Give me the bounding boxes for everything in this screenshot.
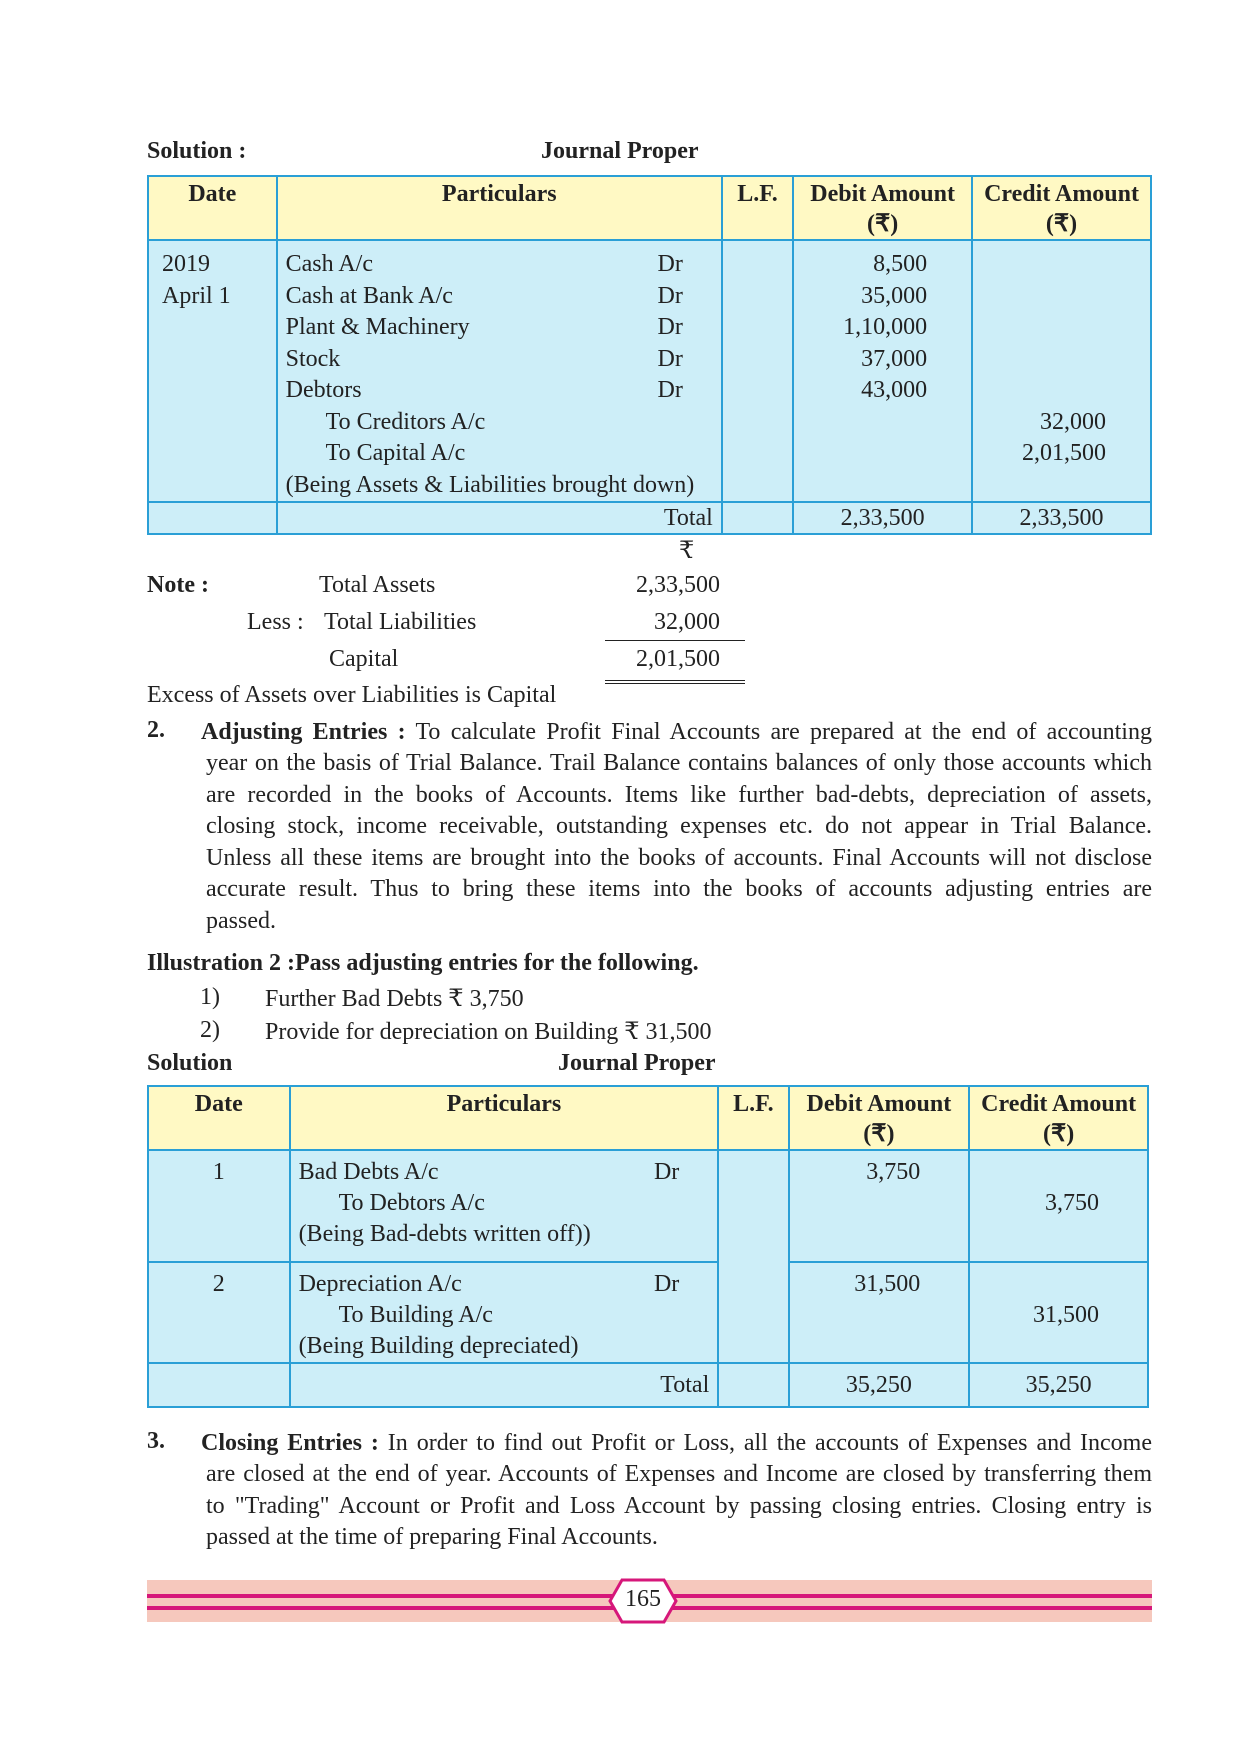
credit-value [973, 344, 1106, 376]
note-capital-value: 2,01,500 [636, 646, 720, 672]
particulars-text: Depreciation A/c [298, 1271, 462, 1297]
total-row [148, 502, 1151, 534]
credit-value [970, 1219, 1099, 1250]
particulars-text: (Being Bad-debts written off)) [298, 1221, 591, 1247]
particulars-line [299, 1331, 718, 1362]
section-2-line: To calculate Profit Final Accounts are prepared at the end of accounting [405, 719, 1152, 745]
paragraph-line: closing stock, income receivable, outstanding expenses etc. do not appear in Trial Balance. [206, 813, 1152, 839]
entry-2-particulars [290, 1262, 719, 1363]
particulars-cell [277, 240, 722, 502]
section-3-number: 3. [147, 1428, 165, 1454]
header-2-date: Date [148, 1086, 290, 1150]
illustration-item-2-text: Provide for depreciation on Building ₹ 31,500 [265, 1019, 712, 1045]
entry-1-particulars [290, 1150, 719, 1262]
table-2-entry-2 [148, 1262, 1148, 1363]
dr-marker: Dr [657, 377, 683, 403]
section-3-line: In order to find out Profit or Loss, all the accounts of Expenses and Income [378, 1430, 1152, 1456]
particulars-line [286, 249, 721, 281]
particulars-line [299, 1219, 718, 1250]
particulars-text: To Debtors A/c [338, 1190, 485, 1216]
total-2-credit: 35,250 [969, 1363, 1148, 1407]
credit-value [970, 1331, 1099, 1362]
particulars-text: Cash at Bank A/c [285, 282, 453, 309]
total-credit: 2,33,500 [972, 502, 1151, 534]
debit-value: 35,000 [861, 282, 928, 309]
debit-value: 1,10,000 [843, 314, 928, 340]
total-debit: 2,33,500 [793, 502, 972, 534]
entry-2-date: 2 [148, 1262, 290, 1363]
particulars-text: To Capital A/c [325, 440, 466, 466]
credit-value: 3,750 [1045, 1190, 1099, 1216]
particulars-line [286, 281, 721, 313]
paragraph-line: to "Trading" Account or Profit and Loss Account by passing closing entries. Closing entry is [206, 1492, 1152, 1519]
particulars-text: Bad Debts A/c [298, 1159, 439, 1185]
dr-marker: Dr [653, 1159, 680, 1185]
note-total-assets-value: 2,33,500 [636, 572, 720, 598]
credit-value [970, 1269, 1099, 1300]
section-2-body [206, 748, 1152, 937]
illustration-item-1-text: Further Bad Debts ₹ 3,750 [265, 986, 524, 1012]
credit-value [973, 281, 1106, 313]
table-2-header-row [148, 1086, 1148, 1150]
page-number: 165 [625, 1586, 661, 1612]
particulars-line [299, 1157, 718, 1188]
dr-marker: Dr [657, 282, 683, 309]
note-subtotal-rule [605, 640, 745, 641]
header-2-credit: Credit Amount (₹) [969, 1086, 1148, 1150]
note-capital-label: Capital [329, 646, 399, 672]
header-2-particulars: Particulars [290, 1086, 719, 1150]
credit-value: 31,500 [1033, 1302, 1099, 1328]
paragraph-line: passed. [206, 907, 276, 934]
date-cell [148, 240, 277, 502]
entry-1-credit [969, 1150, 1148, 1262]
note-liabilities-label: Total Liabilities [324, 609, 477, 635]
debit-value [794, 438, 927, 470]
particulars-line [286, 407, 721, 439]
illustration-2-heading: Illustration 2 :Pass adjusting entries for the following. [147, 950, 699, 976]
credit-value [973, 312, 1106, 344]
date-day: April 1 [162, 282, 231, 309]
credit-value [973, 375, 1106, 407]
particulars-line [286, 438, 721, 470]
solution-2-label: Solution [147, 1050, 233, 1076]
debit-value [790, 1219, 921, 1250]
note-less-prefix: Less : [247, 609, 304, 635]
credit-value [973, 470, 1106, 502]
note-total-assets-label: Total Assets [319, 572, 436, 598]
table-2-entry-1 [148, 1150, 1148, 1262]
journal-table-2 [147, 1085, 1149, 1408]
credit-cell [972, 240, 1151, 502]
debit-value: 8,500 [873, 251, 928, 277]
total-label: Total [277, 502, 722, 534]
section-2-number: 2. [147, 717, 165, 743]
paragraph-line: are closed at the end of year. Accounts of Expenses and Income are closed by transferring them [206, 1461, 1152, 1487]
debit-value [794, 407, 927, 439]
paragraph-line: year on the basis of Trial Balance. Trail Balance contains balances of only those accounts which [206, 750, 1152, 776]
debit-value: 31,500 [854, 1271, 921, 1297]
paragraph-line: are recorded in the books of Accounts. Items like further bad-debts, depreciation of assets, [206, 781, 1152, 808]
illustration-item-1-num: 1) [200, 984, 220, 1010]
paragraph-line: Unless all these items are brought into the books of accounts. Final Accounts will not disclose [206, 844, 1152, 871]
note-rupee: ₹ [679, 538, 695, 564]
entry-1-debit [789, 1150, 970, 1262]
particulars-text: To Building A/c [338, 1302, 493, 1328]
solution-label: Solution : [147, 138, 247, 164]
lf-cell [722, 240, 793, 502]
debit-value [790, 1331, 921, 1362]
section-3-body [206, 1459, 1152, 1554]
header-particulars: Particulars [277, 176, 722, 240]
header-date: Date [148, 176, 277, 240]
header-2-lf: L.F. [718, 1086, 788, 1150]
credit-value [970, 1157, 1099, 1188]
table-header-row [148, 176, 1151, 240]
entry-2-debit [789, 1262, 970, 1363]
note-liabilities-value: 32,000 [654, 609, 720, 635]
particulars-line [299, 1269, 718, 1300]
paragraph-line: passed at the time of preparing Final Accounts. [206, 1524, 658, 1550]
particulars-text: (Being Building depreciated) [298, 1333, 579, 1359]
entry-1-date: 1 [148, 1150, 290, 1262]
credit-value [973, 249, 1106, 281]
dr-marker: Dr [657, 345, 683, 372]
particulars-line [299, 1300, 718, 1331]
illustration-item-2-num: 2) [200, 1017, 220, 1043]
entry-2-credit [969, 1262, 1148, 1363]
table-2-total-row [148, 1363, 1148, 1407]
debit-value [790, 1300, 921, 1331]
debit-value [794, 470, 927, 502]
particulars-text: To Creditors A/c [325, 408, 486, 435]
credit-value: 2,01,500 [1022, 440, 1106, 466]
section-3-paragraph [201, 1428, 1152, 1460]
particulars-line [286, 375, 721, 407]
note-conclusion: Excess of Assets over Liabilities is Capital [147, 682, 557, 708]
header-2-debit: Debit Amount (₹) [789, 1086, 970, 1150]
particulars-line [286, 312, 721, 344]
journal-title: Journal Proper [541, 138, 699, 164]
particulars-text: Plant & Machinery [285, 314, 470, 340]
note-total-double-rule [605, 680, 745, 684]
dr-marker: Dr [657, 314, 683, 340]
table-body-row [148, 240, 1151, 502]
note-label: Note : [147, 572, 209, 598]
credit-value: 32,000 [1040, 408, 1106, 435]
particulars-text: Stock [285, 345, 341, 372]
particulars-line [286, 344, 721, 376]
total-2-debit: 35,250 [789, 1363, 970, 1407]
particulars-line [299, 1188, 718, 1219]
debit-value [790, 1188, 921, 1219]
dr-marker: Dr [657, 251, 683, 277]
section-2-heading: Adjusting Entries : [201, 719, 406, 745]
lf-2-cell [718, 1150, 788, 1363]
journal-table-1 [147, 175, 1152, 535]
journal-title-2: Journal Proper [558, 1050, 716, 1076]
paragraph-line: accurate result. Thus to bring these items into the books of accounts adjusting entries are [206, 876, 1152, 902]
debit-value: 37,000 [861, 345, 928, 372]
total-2-label: Total [290, 1363, 719, 1407]
header-debit: Debit Amount (₹) [793, 176, 972, 240]
debit-value: 43,000 [861, 377, 928, 403]
particulars-text: Debtors [285, 377, 362, 403]
particulars-line [286, 470, 721, 502]
header-lf: L.F. [722, 176, 793, 240]
section-3-heading: Closing Entries : [201, 1430, 379, 1456]
debit-cell [793, 240, 972, 502]
header-credit: Credit Amount (₹) [972, 176, 1151, 240]
debit-value: 3,750 [866, 1159, 921, 1185]
section-2-paragraph [201, 717, 1152, 749]
date-year: 2019 [162, 251, 210, 277]
particulars-text: (Being Assets & Liabilities brought down) [285, 471, 695, 498]
particulars-text: Cash A/c [285, 251, 373, 277]
dr-marker: Dr [653, 1271, 680, 1297]
